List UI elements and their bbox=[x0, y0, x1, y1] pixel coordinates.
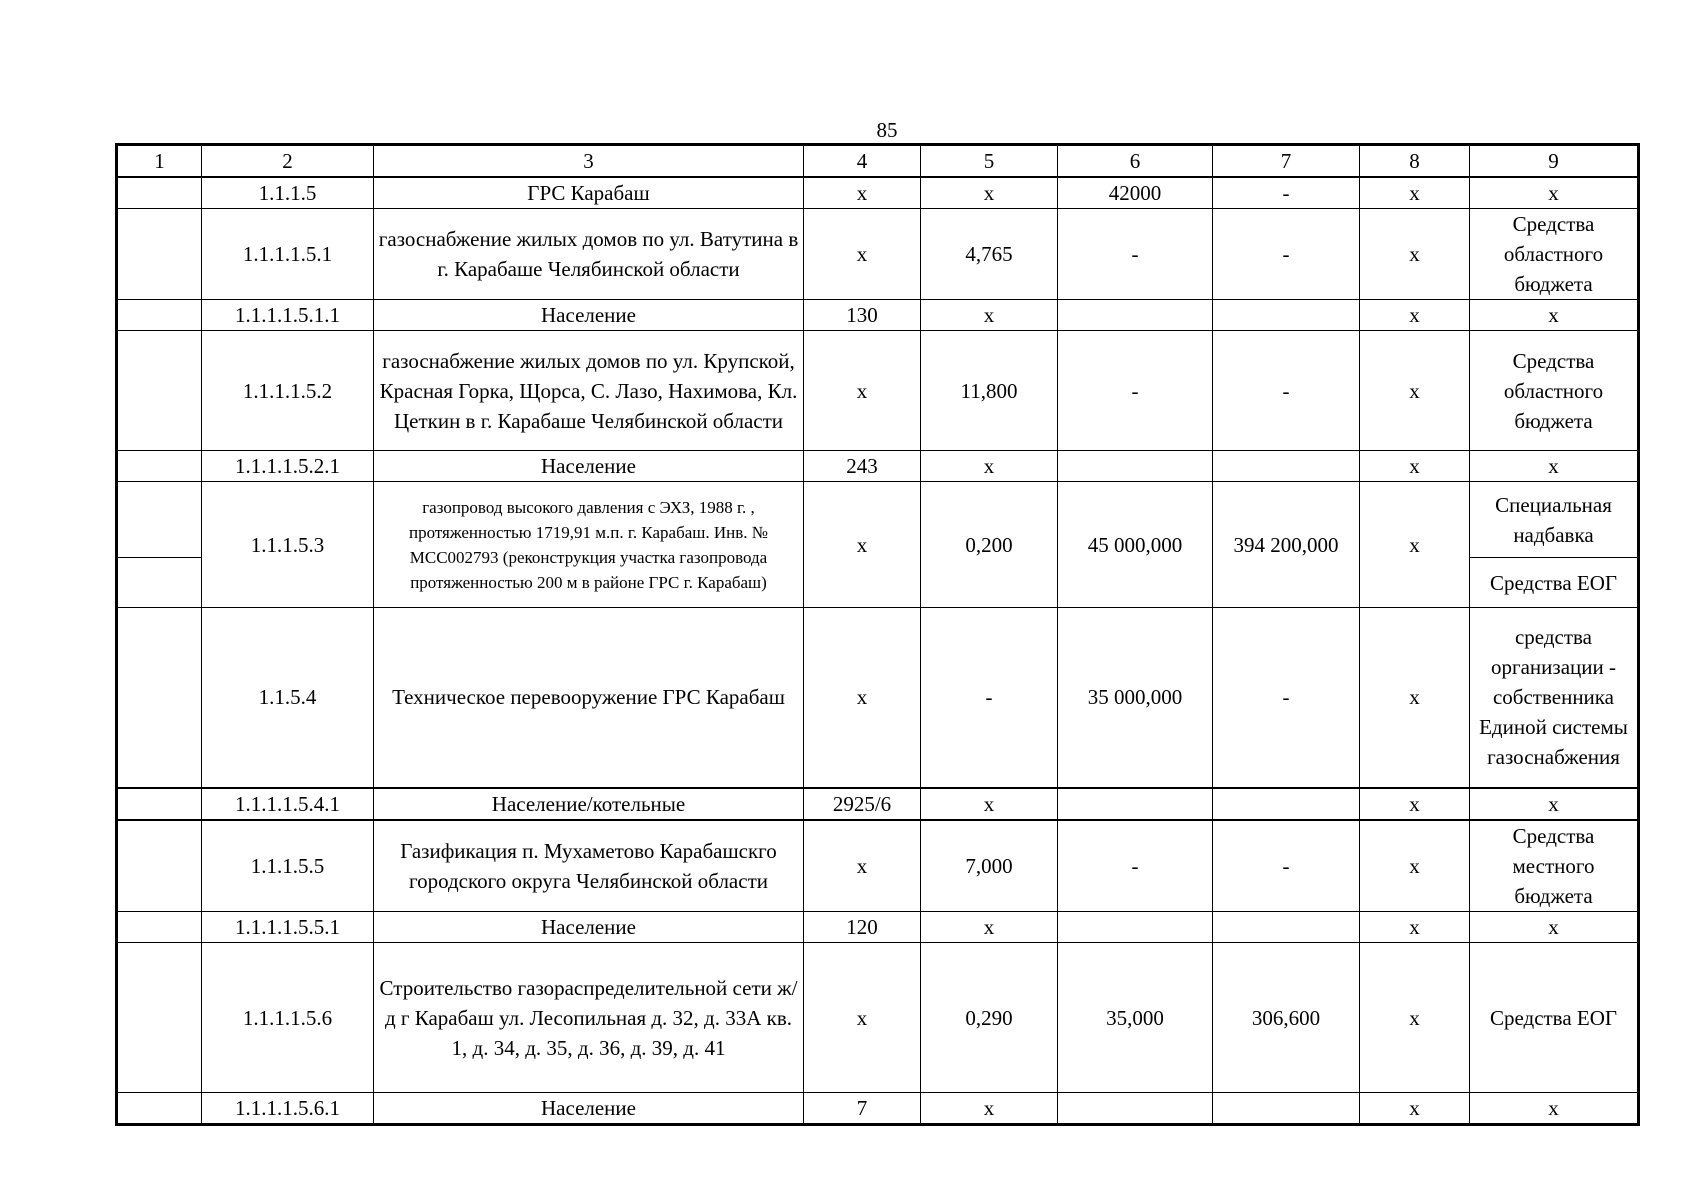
row-title: Население bbox=[374, 451, 804, 482]
table-cell: - bbox=[1213, 820, 1360, 912]
table-cell: 4,765 bbox=[921, 209, 1058, 300]
table-cell: - bbox=[1213, 608, 1360, 788]
table-cell: х bbox=[1360, 912, 1470, 943]
page-number: 85 bbox=[876, 118, 898, 142]
row-code: 1.1.1.1.5.6.1 bbox=[202, 1093, 374, 1125]
table-cell bbox=[1213, 300, 1360, 331]
row-title: Население bbox=[374, 300, 804, 331]
row-title: Газификация п. Мухаметово Карабашскго городского округа Челябинской области bbox=[374, 820, 804, 912]
table-cell: 35 000,000 bbox=[1058, 608, 1213, 788]
row-code: 1.1.5.4 bbox=[202, 608, 374, 788]
table-cell: 394 200,000 bbox=[1213, 482, 1360, 608]
table-cell bbox=[117, 177, 202, 209]
investment-program-table bbox=[115, 143, 1640, 1126]
table-cell bbox=[1213, 912, 1360, 943]
row-title: Техническое перевооружение ГРС Карабаш bbox=[374, 608, 804, 788]
table-cell: х bbox=[921, 177, 1058, 209]
table-cell: х bbox=[804, 608, 921, 788]
table-cell: х bbox=[804, 820, 921, 912]
table-cell: х bbox=[1360, 482, 1470, 608]
table-cell: 306,600 bbox=[1213, 943, 1360, 1093]
row-code: 1.1.1.1.5.1 bbox=[202, 209, 374, 300]
table-row bbox=[117, 1093, 1639, 1125]
header-cell: 2 bbox=[202, 145, 374, 178]
table-cell: х bbox=[921, 451, 1058, 482]
table-cell: х bbox=[1360, 300, 1470, 331]
table-cell: х bbox=[804, 943, 921, 1093]
funding-source: Средства местного бюджета bbox=[1470, 820, 1639, 912]
table-cell bbox=[117, 482, 202, 558]
table-cell: х bbox=[1360, 820, 1470, 912]
table-row bbox=[117, 451, 1639, 482]
table-cell: х bbox=[921, 788, 1058, 820]
table-cell: х bbox=[804, 482, 921, 608]
table-cell: х bbox=[804, 209, 921, 300]
table-cell bbox=[1213, 451, 1360, 482]
funding-source: Средства областного бюджета bbox=[1470, 209, 1639, 300]
header-cell: 4 bbox=[804, 145, 921, 178]
row-code: 1.1.1.1.5.5.1 bbox=[202, 912, 374, 943]
table-cell bbox=[117, 608, 202, 788]
table-cell: 7,000 bbox=[921, 820, 1058, 912]
table-cell: 130 bbox=[804, 300, 921, 331]
row-code: 1.1.1.1.5.2 bbox=[202, 331, 374, 451]
header-cell: 3 bbox=[374, 145, 804, 178]
table-cell bbox=[117, 912, 202, 943]
header-cell: 9 bbox=[1470, 145, 1639, 178]
table-row bbox=[117, 912, 1639, 943]
table-row bbox=[117, 608, 1639, 788]
row-title: Население bbox=[374, 912, 804, 943]
table-cell bbox=[1058, 300, 1213, 331]
table-cell bbox=[1213, 788, 1360, 820]
table-row bbox=[117, 209, 1639, 300]
table-cell: - bbox=[1213, 177, 1360, 209]
table-row bbox=[117, 300, 1639, 331]
table-cell: - bbox=[1213, 209, 1360, 300]
table-cell bbox=[117, 788, 202, 820]
table-cell bbox=[117, 209, 202, 300]
funding-source: Средства ЕОГ bbox=[1470, 943, 1639, 1093]
table-cell: 2925/6 bbox=[804, 788, 921, 820]
table-cell: х bbox=[1470, 912, 1639, 943]
row-code: 1.1.1.5.3 bbox=[202, 482, 374, 608]
table-cell: х bbox=[1470, 1093, 1639, 1125]
table-cell: х bbox=[921, 1093, 1058, 1125]
row-code: 1.1.1.5 bbox=[202, 177, 374, 209]
table-cell bbox=[117, 451, 202, 482]
funding-source: Средства областного бюджета bbox=[1470, 331, 1639, 451]
table-cell: х bbox=[1360, 943, 1470, 1093]
table-cell: - bbox=[921, 608, 1058, 788]
table-row bbox=[117, 177, 1639, 209]
table-cell: х bbox=[921, 300, 1058, 331]
table-cell: х bbox=[1470, 788, 1639, 820]
table-row bbox=[117, 820, 1639, 912]
header-cell: 7 bbox=[1213, 145, 1360, 178]
table-cell: - bbox=[1213, 331, 1360, 451]
table-row bbox=[117, 788, 1639, 820]
table-cell bbox=[1058, 788, 1213, 820]
row-title: газоснабжение жилых домов по ул. Крупской, Красная Горка, Щорса, С. Лазо, Нахимова, Кл. Цеткин в г. Карабаше Челябинской области bbox=[374, 331, 804, 451]
table-cell: х bbox=[1360, 608, 1470, 788]
table-cell: х bbox=[1470, 451, 1639, 482]
table-cell: 0,290 bbox=[921, 943, 1058, 1093]
row-code: 1.1.1.1.5.2.1 bbox=[202, 451, 374, 482]
table-cell bbox=[1213, 1093, 1360, 1125]
table-cell: х bbox=[1360, 788, 1470, 820]
table-cell: х bbox=[1470, 300, 1639, 331]
table-cell: 0,200 bbox=[921, 482, 1058, 608]
row-title: Население bbox=[374, 1093, 804, 1125]
table-cell: х bbox=[1470, 177, 1639, 209]
table-cell bbox=[117, 558, 202, 608]
table-cell: х bbox=[921, 912, 1058, 943]
table-row bbox=[117, 331, 1639, 451]
funding-source: средства организации - собственника Единой системы газоснабжения bbox=[1470, 608, 1639, 788]
table-cell bbox=[117, 943, 202, 1093]
table-cell: х bbox=[804, 331, 921, 451]
table-row bbox=[117, 482, 1639, 558]
table-cell: х bbox=[1360, 209, 1470, 300]
table-cell: 42000 bbox=[1058, 177, 1213, 209]
table-cell bbox=[117, 1093, 202, 1125]
table-row bbox=[117, 943, 1639, 1093]
funding-source: Средства ЕОГ bbox=[1470, 558, 1639, 608]
row-title: Строительство газораспределительной сети ж/д г Карабаш ул. Лесопильная д. 32, д. 33А кв. 1, д. 34, д. 35, д. 36, д. 39, д. 41 bbox=[374, 943, 804, 1093]
table-cell: 45 000,000 bbox=[1058, 482, 1213, 608]
table-cell bbox=[117, 331, 202, 451]
table-cell: 7 bbox=[804, 1093, 921, 1125]
row-title: газопровод высокого давления с ЭХЗ, 1988 г. , протяженностью 1719,91 м.п. г. Карабаш. Инв. № МСС002793 (реконструкция участка газопровода протяженностью 200 м в районе ГРС г. Карабаш) bbox=[374, 482, 804, 608]
table-cell: 120 bbox=[804, 912, 921, 943]
table-cell: 243 bbox=[804, 451, 921, 482]
header-cell: 8 bbox=[1360, 145, 1470, 178]
table-cell: х bbox=[1360, 1093, 1470, 1125]
table-cell: 11,800 bbox=[921, 331, 1058, 451]
row-title: газоснабжение жилых домов по ул. Ватутина в г. Карабаше Челябинской области bbox=[374, 209, 804, 300]
header-cell: 1 bbox=[117, 145, 202, 178]
funding-source: Специальная надбавка bbox=[1470, 482, 1639, 558]
row-title: Население/котельные bbox=[374, 788, 804, 820]
table-cell: х bbox=[1360, 177, 1470, 209]
row-code: 1.1.1.5.5 bbox=[202, 820, 374, 912]
header-cell: 5 bbox=[921, 145, 1058, 178]
header-row bbox=[117, 145, 1639, 178]
table-cell bbox=[1058, 912, 1213, 943]
row-code: 1.1.1.1.5.1.1 bbox=[202, 300, 374, 331]
table-cell bbox=[117, 820, 202, 912]
table-cell bbox=[1058, 451, 1213, 482]
row-code: 1.1.1.1.5.4.1 bbox=[202, 788, 374, 820]
row-title: ГРС Карабаш bbox=[374, 177, 804, 209]
table-cell: х bbox=[1360, 331, 1470, 451]
row-code: 1.1.1.1.5.6 bbox=[202, 943, 374, 1093]
table-cell bbox=[1058, 1093, 1213, 1125]
table-cell: - bbox=[1058, 209, 1213, 300]
table-cell: 35,000 bbox=[1058, 943, 1213, 1093]
table-cell: - bbox=[1058, 820, 1213, 912]
table-cell: х bbox=[1360, 451, 1470, 482]
table-cell: - bbox=[1058, 331, 1213, 451]
header-cell: 6 bbox=[1058, 145, 1213, 178]
table-cell bbox=[117, 300, 202, 331]
table-cell: х bbox=[804, 177, 921, 209]
